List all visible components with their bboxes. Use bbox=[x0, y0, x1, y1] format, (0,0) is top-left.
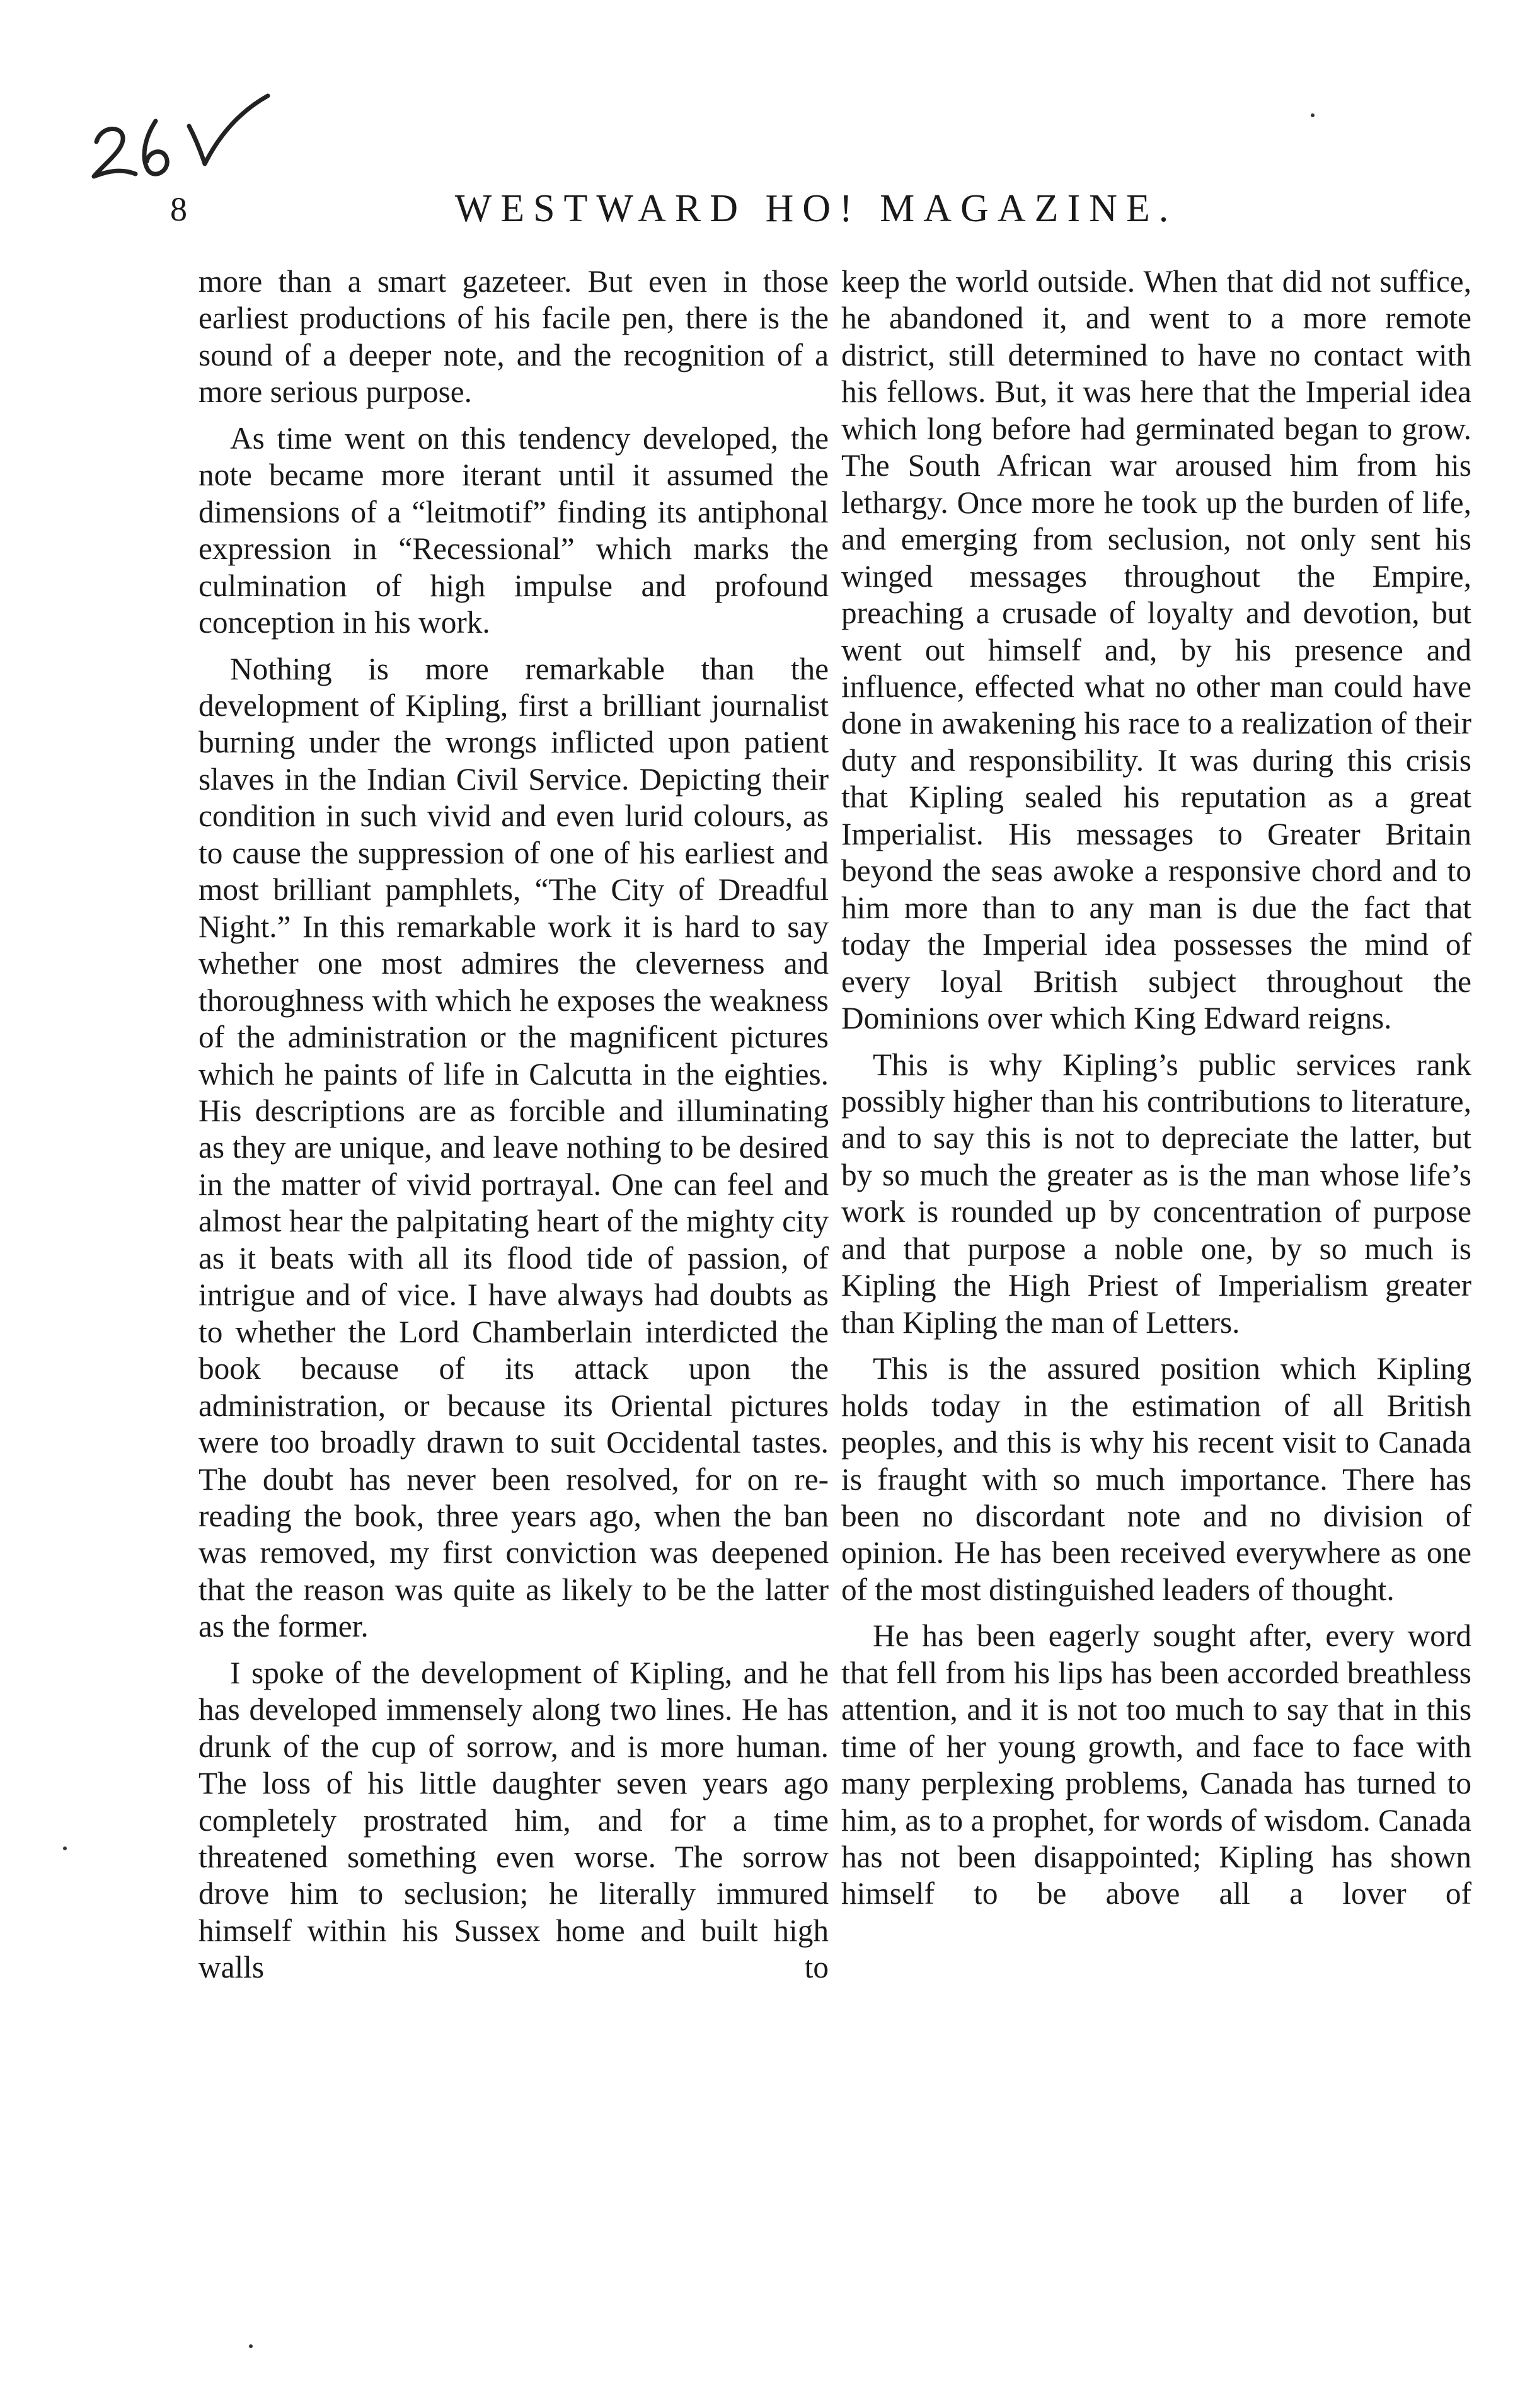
paragraph: He has been eagerly sought after, every word that fell from his lips has been accorded breathless attention, and it is not too much to say that in this time of her young growth, and face to face with many perplexing problems, Canada has turned to him, as to a prophet, for words of wisdom. Canada has not been disappointed; Kipling has shown himself to be above all a lover of bbox=[841, 1618, 1471, 1911]
handwritten-annotation bbox=[85, 82, 274, 189]
print-speck bbox=[63, 1846, 67, 1850]
page-number: 8 bbox=[170, 190, 187, 228]
paragraph: This is the assured position which Kipling holds today in the estimation of all British peoples, and this is why his recent visit to Canada is fraught with so much importance. There has been no discordant note and no division of opinion. He has been received everywhere as one of the most distinguished leaders of thought. bbox=[841, 1351, 1471, 1607]
print-speck bbox=[1311, 113, 1315, 117]
handwritten-annotation-drawing bbox=[85, 82, 274, 189]
right-column bbox=[841, 263, 1471, 1922]
paragraph: This is why Kipling’s public services rank possibly higher than his contributions to literature, and to say this is not to depreciate the latter, but by so much the greater as is the man whose life’s work is rounded up by concentration of purpose and that purpose a noble one, by so much is Kipling the High Priest of Imperialism greater than Kipling the man of Letters. bbox=[841, 1047, 1471, 1340]
running-head: WESTWARD HO! MAGAZINE. bbox=[454, 187, 1178, 230]
print-speck bbox=[249, 2344, 253, 2348]
left-column bbox=[199, 263, 829, 1996]
paragraph: more than a smart gazeteer. But even in those earliest productions of his facile pen, there is the sound of a deeper note, and the recognition of a more serious purpose. bbox=[199, 264, 829, 410]
paragraph: As time went on this tendency developed, the note became more iterant until it assumed the dimensions of a “leitmotif” finding its antiphonal expression in “Recessional” which marks the culmination of high impulse and profound conception in his work. bbox=[199, 420, 829, 640]
paragraph: I spoke of the development of Kipling, and he has developed immensely along two lines. He has drunk of the cup of sorrow, and is more human. The loss of his little daughter seven years ago completely prostrated him, and for a time threatened something even worse. The sorrow drove him to seclusion; he literally immured himself within his Sussex home and built high walls to bbox=[199, 1655, 829, 1985]
paragraph: Nothing is more remarkable than the development of Kipling, first a brilliant journalist burning under the wrongs inflicted upon patient slaves in the Indian Civil Service. Depicting their condition in such vivid and even lurid colours, as to cause the suppression of one of his earliest and most brilliant pamphlets, “The City of Dreadful Night.” In this remarkable work it is hard to say whether one most admires the cleverness and thoroughness with which he exposes the weakness of the administration or the magnificent pictures which he paints of life in Calcutta in the eighties. His descriptions are as forcible and illuminating as they are unique, and leave nothing to be desired in the matter of vivid portrayal. One can feel and almost hear the palpitating heart of the mighty city as it beats with all its flood tide of passion, of intrigue and of vice. I have always had doubts as to whether the Lord Chamberlain interdicted the book because of its attack upon the administration, or because its Oriental pictures were too broadly drawn to suit Occidental tastes. The doubt has never been resolved, for on re-reading the book, three years ago, when the ban was removed, my first conviction was deepened that the reason was quite as likely to be the latter as the former. bbox=[199, 651, 829, 1644]
paragraph: keep the world outside. When that did not suffice, he abandoned it, and went to a more remote district, still determined to have no contact with his fellows. But, it was here that the Imperial idea which long before had germinated began to grow. The South African war aroused him from his lethargy. Once more he took up the burden of life, and emerging from seclusion, not only sent his winged messages throughout the Empire, preaching a crusade of loyalty and devotion, but went out himself and, by his presence and influence, effected what no other man could have done in awakening his race to a realization of their duty and responsibility. It was during this crisis that Kipling sealed his reputation as a great Imperialist. His messages to Greater Britain beyond the seas awoke a responsive chord and to him more than to any man is due the fact that today the Imperial idea possesses the mind of every loyal British subject throughout the Dominions over which King Edward reigns. bbox=[841, 264, 1471, 1036]
